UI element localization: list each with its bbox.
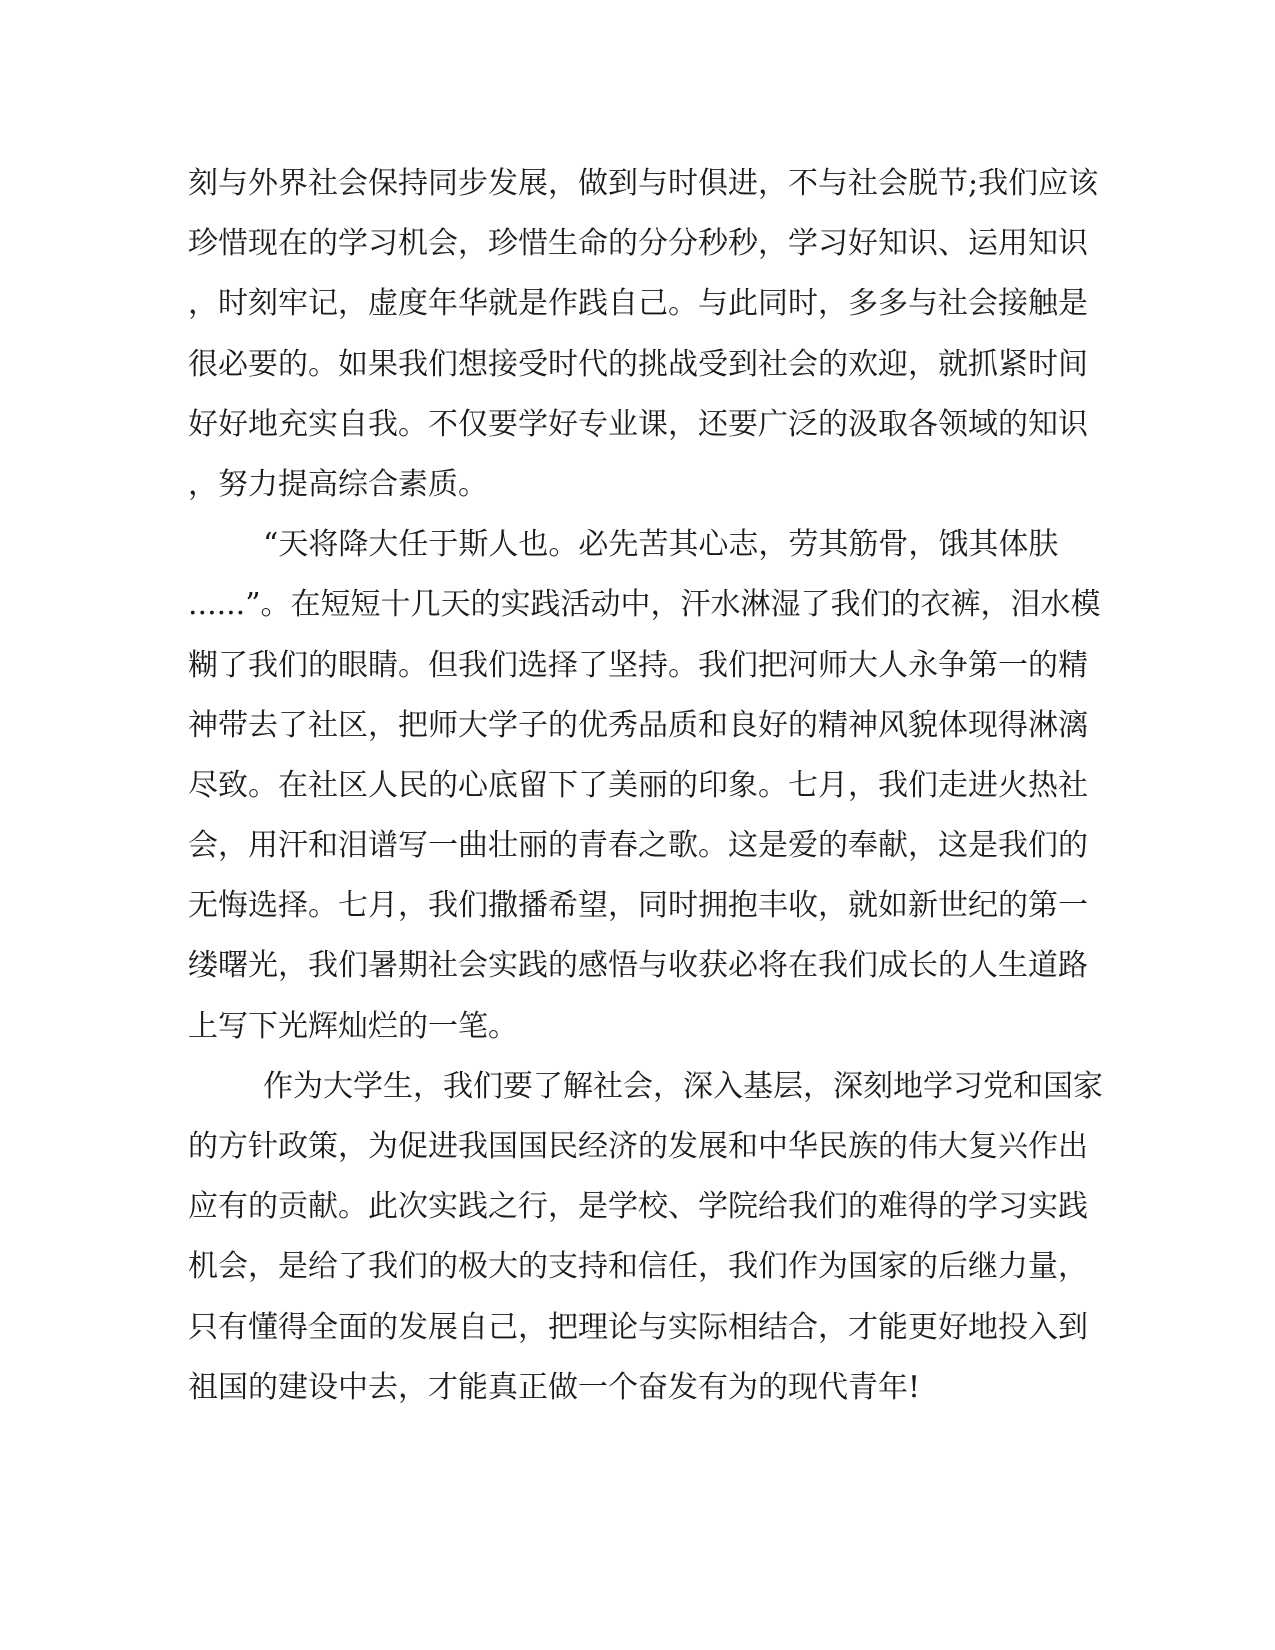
text-line: 珍惜现在的学习机会，珍惜生命的分分秒秒，学习好知识、运用知识: [188, 226, 1088, 262]
text-line: 的方针政策，为促进我国国民经济的发展和中华民族的伟大复兴作出: [188, 1129, 1088, 1164]
paragraph-2: [188, 515, 1101, 1057]
text-line: 刻与外界社会保持同步发展，做到与时俱进，不与社会脱节;我们应该: [188, 166, 1099, 201]
paragraph-3: [188, 1057, 1103, 1418]
text-line: 机会，是给了我们的极大的支持和信任，我们作为国家的后继力量，: [188, 1249, 1088, 1285]
text-line: 好好地充实自我。不仅要学好专业课，还要广泛的汲取各领域的知识: [188, 406, 1088, 442]
text-line: 缕曙光，我们暑期社会实践的感悟与收获必将在我们成长的人生道路: [188, 948, 1088, 984]
text-line: ......”。在短短十几天的实践活动中，汗水淋湿了我们的衣裤，泪水模: [188, 587, 1101, 623]
text-line: 作为大学生，我们要了解社会，深入基层，深刻地学习党和国家: [263, 1068, 1103, 1104]
text-line: ，努力提高综合素质。: [188, 466, 488, 502]
text-line: 祖国的建设中去，才能真正做一个奋发有为的现代青年!: [188, 1369, 921, 1405]
text-line: 会，用汗和泪谱写一曲壮丽的青春之歌。这是爱的奉献，这是我们的: [188, 828, 1088, 864]
text-line: 神带去了社区，把师大学子的优秀品质和良好的精神风貌体现得淋漓: [188, 707, 1088, 743]
text-line: “天将降大任于斯人也。必先苦其心志，劳其筋骨，饿其体肤: [263, 527, 1059, 563]
text-line: 尽致。在社区人民的心底留下了美丽的印象。七月，我们走进火热社: [188, 767, 1088, 803]
text-line: ，时刻牢记，虚度年华就是作践自己。与此同时，多多与社会接触是: [188, 286, 1088, 322]
text-line: 糊了我们的眼睛。但我们选择了坚持。我们把河师大人永争第一的精: [188, 647, 1088, 683]
paragraph-1: [188, 154, 1099, 515]
text-line: 应有的贡献。此次实践之行，是学校、学院给我们的难得的学习实践: [188, 1189, 1088, 1225]
text-line: 无悔选择。七月，我们撒播希望，同时拥抱丰收，就如新世纪的第一: [188, 888, 1088, 924]
text-line: 只有懂得全面的发展自己，把理论与实际相结合，才能更好地投入到: [188, 1309, 1088, 1345]
body-text: [188, 154, 1103, 1418]
text-line: 上写下光辉灿烂的一笔。: [188, 1008, 518, 1044]
text-line: 很必要的。如果我们想接受时代的挑战受到社会的欢迎，就抓紧时间: [188, 346, 1088, 382]
